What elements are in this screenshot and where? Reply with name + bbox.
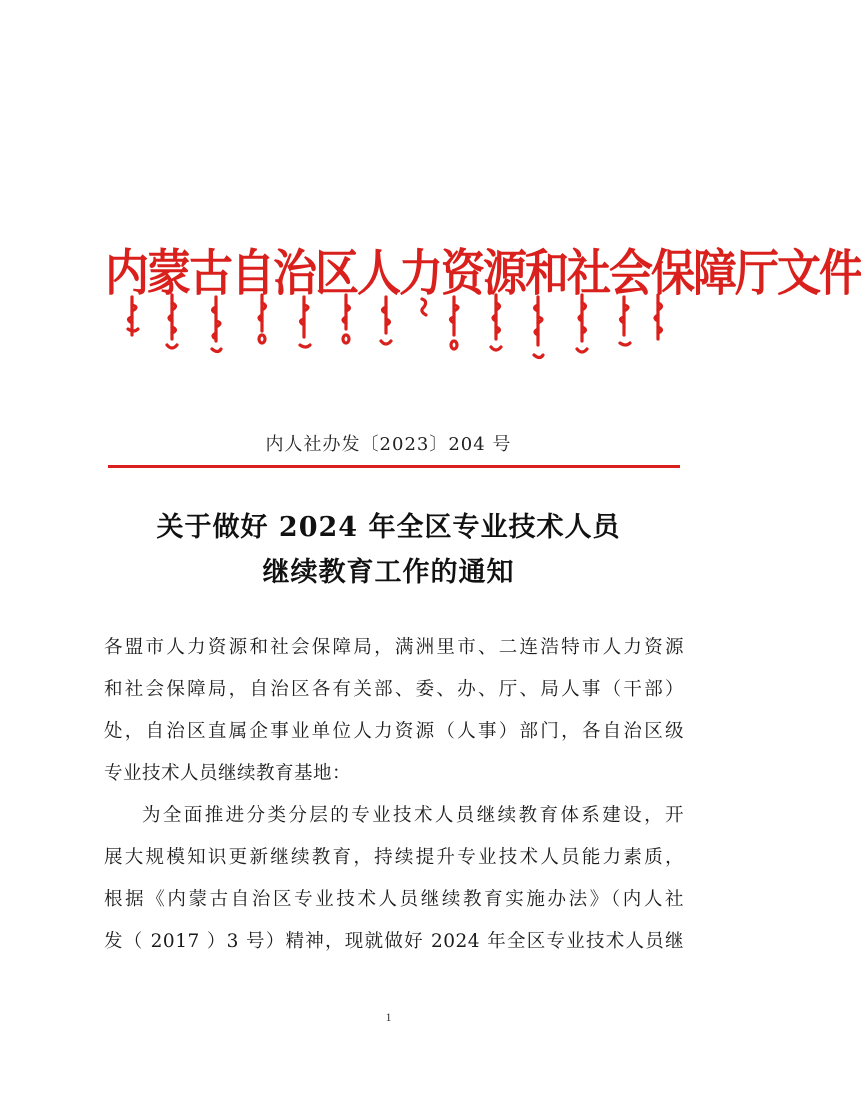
document-title-line-1: 关于做好 2024 年全区专业技术人员 <box>156 512 621 543</box>
body-text-line: 和社会保障局，自治区各有关部、委、办、厅、局人事（干部） <box>104 679 684 700</box>
body-text-line: 为全面推进分类分层的专业技术人员继续教育体系建设，开 <box>142 805 684 826</box>
body-text-line: 发（ 2017 ）3 号）精神，现就做好 2024 年全区专业技术人员继 <box>104 931 684 952</box>
body-text-line: 根据《内蒙古自治区专业技术人员继续教育实施办法》（内人社 <box>104 889 684 910</box>
body-text-line: 专业技术人员继续教育基地： <box>104 763 352 784</box>
page-number: 1 <box>385 1010 392 1024</box>
document-number: 内人社办发〔2023〕204 号 <box>265 434 512 455</box>
body-text-line: 处，自治区直属企事业单位人力资源（人事）部门，各自治区级 <box>104 721 684 742</box>
mongolian-script-graphic <box>118 295 666 367</box>
issuing-authority-header: 内蒙古自治区人力资源和社会保障厅文件 <box>105 245 861 303</box>
document-title-line-2: 继续教育工作的通知 <box>262 557 515 588</box>
red-divider-line <box>108 465 680 468</box>
mongolian-script-header <box>118 295 666 367</box>
body-text-line: 展大规模知识更新继续教育，持续提升专业技术人员能力素质， <box>104 847 684 868</box>
body-text-line: 各盟市人力资源和社会保障局，满洲里市、二连浩特市人力资源 <box>104 637 684 658</box>
